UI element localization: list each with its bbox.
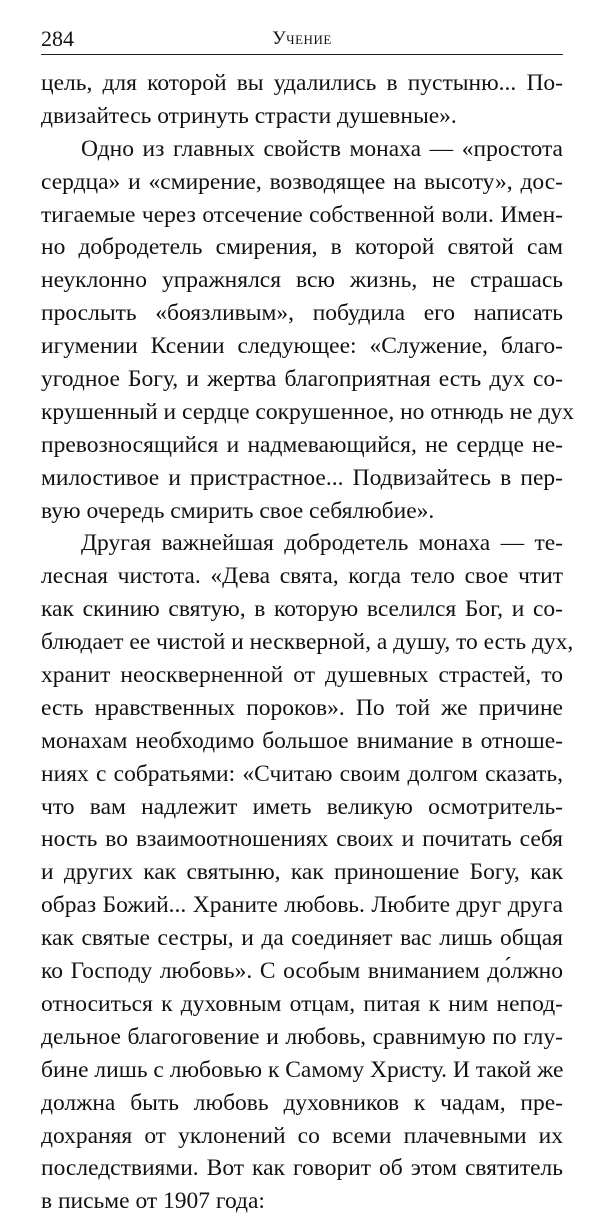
paragraph-first-line: Другая важнейшая добродетель монаха — те-	[81, 530, 563, 557]
text-line: есть нравственных пороков». По той же причине	[41, 694, 563, 721]
text-line: последствиями. Вот как говорит об этом святитель	[41, 1155, 563, 1182]
text-line: двизайтесь отринуть страсти душевные».	[41, 102, 457, 129]
text-line: превозносящийся и надмевающийся, не сердце не-	[41, 431, 563, 458]
text-line: вую очередь смирить свое себялюбие».	[41, 497, 435, 524]
text-line: дохраняя от уклонений со всеми плачевными их	[41, 1122, 563, 1149]
text-line: игумении Ксении следующее: «Служение, благо-	[41, 333, 563, 360]
text-line: сердца» и «смирение, возводящее на высоту», дос-	[41, 168, 563, 195]
text-line: бине лишь с любовью к Самому Христу. И такой же	[41, 1056, 564, 1083]
text-line: ность во взаимоотношениях своих и почитать себя	[41, 826, 563, 853]
text-line: и других как святыню, как приношение Богу, как	[41, 859, 563, 886]
page-number: 284	[41, 26, 74, 51]
text-line: ко Господу любовь». С особым вниманием до́лжно	[41, 958, 563, 985]
text-line: угодное Богу, и жертва благоприятная есть дух со-	[41, 366, 563, 393]
text-line: монахам необходимо большое внимание в отноше-	[41, 727, 563, 754]
running-head	[41, 24, 563, 55]
text-line: дельное благоговение и любовь, сравнимую по глу-	[41, 1023, 563, 1050]
text-line: цель, для которой вы удалились в пустыню... По-	[41, 70, 563, 96]
body-text	[41, 67, 574, 1218]
text-line: ниях с собратьями: «Считаю своим долгом сказать,	[41, 760, 563, 787]
text-line: блюдает ее чистой и нескверной, а душу, то есть дух,	[41, 629, 574, 656]
text-line: лесная чистота. «Дева свята, когда тело свое чтит	[41, 563, 563, 590]
text-line: должна быть любовь духовников к чадам, пре-	[41, 1089, 563, 1116]
text-line: крушенный и сердце сокрушенное, но отнюдь не дух	[41, 398, 574, 425]
text-line: неуклонно упражнялся всю жизнь, не страшась	[41, 267, 563, 294]
text-line: в письме от 1907 года:	[41, 1188, 265, 1215]
running-title: Учение	[272, 28, 332, 49]
text-line: но добродетель смирения, в которой святой сам	[41, 234, 563, 261]
text-line: что вам надлежит иметь великую осмотритель-	[41, 793, 563, 820]
text-line: тигаемые через отсечение собственной воли. Имен-	[41, 201, 563, 228]
text-line: образ Божий... Храните любовь. Любите друг друга	[41, 892, 563, 919]
text-line: как скинию святую, в которую вселился Бог, и со-	[41, 596, 563, 623]
text-line: как святые сестры, и да соединяет вас лишь общая	[41, 925, 563, 952]
text-line: хранит неоскверненной от душевных страстей, то	[41, 662, 563, 689]
text-line: прослыть «боязливым», побудила его написать	[41, 300, 563, 327]
paragraph-first-line: Одно из главных свойств монаха — «простота	[81, 135, 563, 162]
text-line: милостивое и пристрастное... Подвизайтесь в пер-	[41, 464, 563, 491]
text-line: относиться к духовным отцам, питая к ним непод-	[41, 990, 563, 1017]
